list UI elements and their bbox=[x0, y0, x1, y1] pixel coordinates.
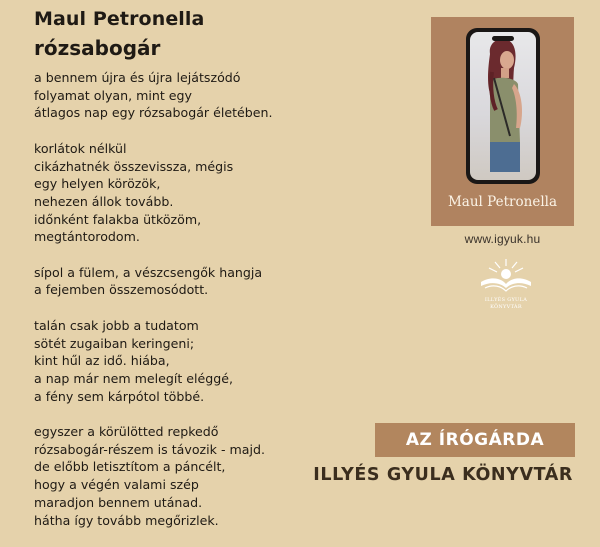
logo-text-line1: ILLYÉS GYULA bbox=[484, 297, 528, 303]
logo-text-line2: KÖNYVTÁR bbox=[490, 304, 522, 310]
poem-line: a bennem újra és újra lejátszódó bbox=[34, 70, 241, 85]
website-link[interactable]: www.igyuk.hu bbox=[464, 232, 541, 246]
poem-line: a nap már nem melegít eléggé, bbox=[34, 370, 234, 386]
poem-line: talán csak jobb a tudatom bbox=[34, 317, 199, 333]
poem-line: maradjon bennem utánad. bbox=[34, 494, 203, 510]
poem-line: sípol a fülem, a vészcsengők hangja bbox=[34, 264, 263, 280]
poem-line: rózsabogár-részem is távozik - majd. bbox=[34, 441, 265, 457]
poem-line: cikázhatnék összevissza, mégis bbox=[34, 158, 234, 174]
poem-line: kint hűl az idő. hiába, bbox=[34, 353, 170, 369]
poem-line: átlagos nap egy rózsabogár életében. bbox=[34, 105, 273, 121]
open-book-sun-icon bbox=[473, 256, 539, 296]
poem-line: a fény sem kárpótol többé. bbox=[34, 388, 205, 404]
library-name: ILLYÉS GYULA KÖNYVTÁR bbox=[313, 465, 573, 485]
phone-frame bbox=[466, 28, 540, 184]
stanza bbox=[34, 264, 364, 299]
author-heading: Maul Petronella bbox=[34, 8, 205, 30]
poem-line: sötét zugaiban keringeni; bbox=[34, 335, 195, 351]
poem-line: nehezen állok tovább. bbox=[34, 193, 174, 209]
section-banner: AZ ÍRÓGÁRDA bbox=[375, 423, 575, 457]
poem-line: hogy a végén valami szép bbox=[34, 477, 199, 493]
poem-title: rózsabogár bbox=[34, 36, 161, 60]
phone-notch bbox=[492, 36, 514, 41]
poem-line: korlátok nélkül bbox=[34, 140, 127, 156]
poem-line: egy helyen körözök, bbox=[34, 176, 161, 192]
stanza bbox=[34, 140, 364, 246]
author-photo bbox=[470, 32, 536, 180]
library-logo bbox=[473, 256, 539, 314]
portrait-illustration bbox=[470, 32, 536, 180]
poem-line: a fejemben összemosódott. bbox=[34, 282, 209, 298]
poem-line: hátha így tovább megőrizlek. bbox=[34, 512, 219, 528]
poem-line: folyamat olyan, mint egy bbox=[34, 87, 192, 103]
poem-line: de előbb letisztítom a páncélt, bbox=[34, 459, 226, 475]
poem-line: megtántorodom. bbox=[34, 229, 140, 245]
poem-line: egyszer a körülötted repkedő bbox=[34, 424, 219, 439]
poem-line: időnként falakba ütközöm, bbox=[34, 211, 202, 227]
stanza bbox=[34, 317, 364, 406]
author-photo-card bbox=[431, 17, 574, 226]
stanza bbox=[34, 69, 364, 122]
card-author-name: Maul Petronella bbox=[447, 194, 557, 210]
